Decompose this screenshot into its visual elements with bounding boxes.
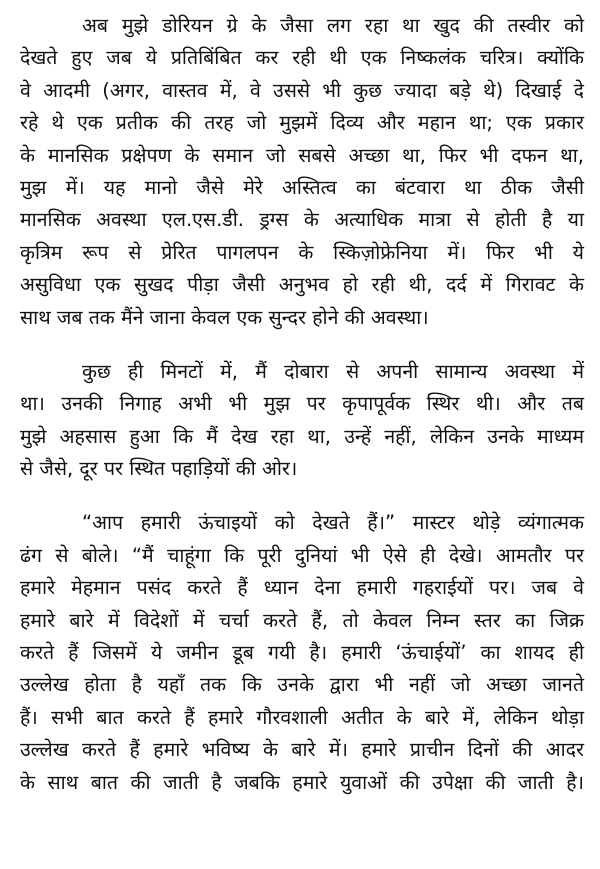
text-line: था। उनकी निगाह अभी भी मुझ पर कृपापूर्वक स्थिर थी। और तब (20, 392, 584, 416)
text-line: वे आदमी (अगर, वास्तव में, वे उससे भी कुछ ज्यादा बड़े थे) दिखाई दे (20, 78, 584, 102)
text-line: मानसिक अवस्था एल.एस.डी. ड्रग्स के अत्याधिक मात्रा से होती है या (20, 208, 584, 232)
paragraph-2 (20, 356, 584, 486)
text-line: असुविधा एक सुखद पीड़ा जैसी अनुभव हो रही थी, दर्द में गिरावट के (20, 273, 584, 297)
text-line: ढंग से बोले। “मैं चाहूंगा कि पूरी दुनियां भी ऐसे ही देखे। आमतौर पर (20, 543, 584, 567)
text-line: उल्लेख होता है यहाँ तक कि उनके द्वारा भी नहीं जो अच्छा जानते (20, 673, 584, 697)
paragraph-3 (20, 507, 584, 799)
text-line: हैं। सभी बात करते हैं हमारे गौरवशाली अतीत के बारे में, लेकिन थोड़ा (20, 705, 584, 729)
text-line: के साथ बात की जाती है जबकि हमारे युवाओं की उपेक्षा की जाती है। (20, 770, 584, 794)
text-line: देखते हुए जब ये प्रतिबिंबित कर रही थी एक निष्कलंक चरित्र। क्योंकि (20, 46, 584, 70)
text-line: हमारे बारे में विदेशों में चर्चा करते हैं, तो केवल निम्न स्तर का जिक्र (20, 608, 584, 632)
text-line: साथ जब तक मैंने जाना केवल एक सुन्दर होने की अवस्था। (20, 305, 429, 329)
text-line: हमारे मेहमान पसंद करते हैं ध्यान देना हमारी गहराईयों पर। जब वे (20, 576, 584, 600)
text-line: अब मुझे डोरियन ग्रे के जैसा लग रहा था खुद की तस्वीर को (82, 14, 584, 37)
paragraph-gap (20, 334, 584, 356)
text-line: कृत्रिम रूप से प्रेरित पागलपन के स्किज़ोफ्रेनिया में। फिर भी ये (20, 240, 584, 264)
document-page (20, 10, 584, 799)
text-line: “आप हमारी ऊंचाइयों को देखते हैं।” मास्टर थोड़े व्यंगात्मक (82, 511, 584, 535)
text-line: मुझे अहसास हुआ कि मैं देख रहा था, उन्हें नहीं, लेकिन उनके माध्यम (20, 424, 584, 448)
text-line: करते हैं जिसमें ये जमीन डूब गयी है। हमारी ‘ऊंचाईयों’ का शायद ही (20, 641, 584, 665)
paragraph-1 (20, 10, 584, 334)
paragraph-gap (20, 485, 584, 507)
text-line: के मानसिक प्रक्षेपण के समान जो सबसे अच्छा था, फिर भी दफन था, (20, 143, 584, 167)
text-line: उल्लेख करते हैं हमारे भविष्य के बारे में। हमारे प्राचीन दिनों की आदर (20, 738, 584, 762)
text-line: रहे थे एक प्रतीक की तरह जो मुझमें दिव्य और महान था; एक प्रकार (20, 111, 584, 135)
text-line: मुझ में। यह मानो जैसे मेरे अस्तित्व का बंटवारा था ठीक जैसी (20, 175, 584, 199)
text-line: कुछ ही मिनटों में, मैं दोबारा से अपनी सामान्य अवस्था में (82, 359, 584, 383)
text-line: से जैसे, दूर पर स्थित पहाड़ियों की ओर। (20, 457, 298, 481)
